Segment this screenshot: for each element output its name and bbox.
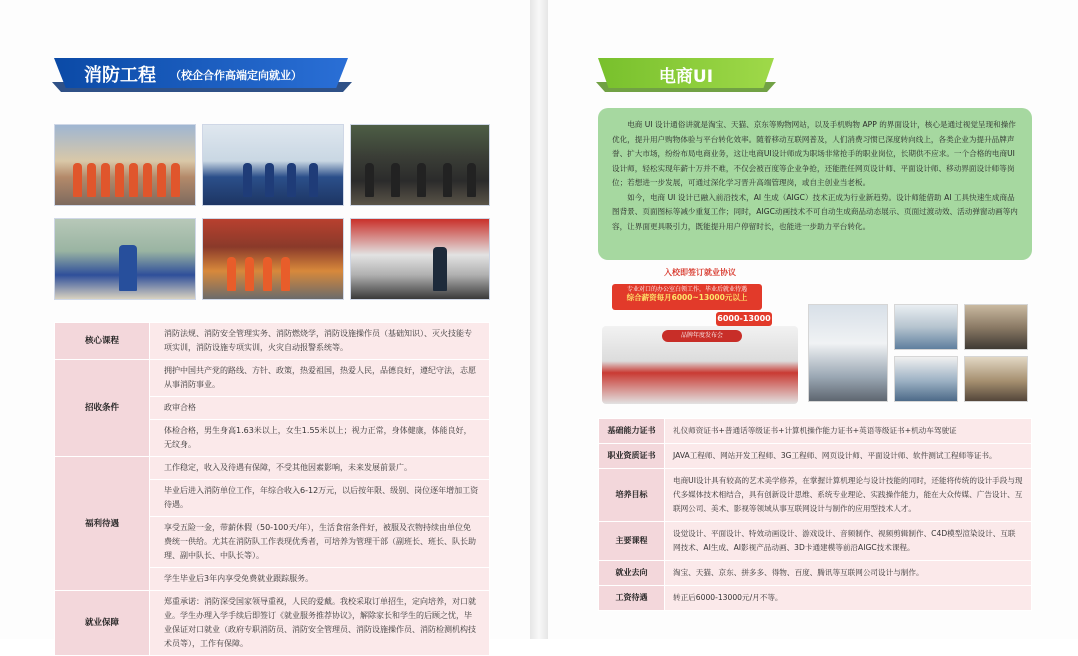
row-label-career-path: 就业去向 xyxy=(599,561,665,586)
row-label-professional-cert: 职业资质证书 xyxy=(599,444,665,469)
admission-text-2: 政审合格 xyxy=(150,397,490,420)
ecommerce-ui-title: 电商UI xyxy=(658,67,714,87)
promo-line2: 综合薪资每月6000~13000元以上 xyxy=(626,293,748,302)
photo-firefighters-training xyxy=(202,124,344,206)
promo-line1: 专业对口的办公室白领工作，毕业后就业待遇 xyxy=(626,286,747,293)
benefits-text-3: 享受五险一金，带薪休假（50-100天/年），生活食宿条件好，被服及衣物持续由单位免费统一供给。尤其在消防队工作表现优秀者，可培养为管理干部（副班长、班长、队长助理、副中队长、中队长等）。 xyxy=(150,517,490,568)
table-row xyxy=(599,444,1032,469)
fire-engineering-subtitle: （校企合作高端定向就业） xyxy=(170,69,302,82)
photo-office-workspace xyxy=(964,304,1028,350)
promo-stage-banner: 品牌年度发布会 xyxy=(662,330,742,342)
benefits-text-2: 毕业后进入消防单位工作，年综合收入6-12万元，以后按年限、级别、岗位逐年增加工资待遇。 xyxy=(150,480,490,517)
ecommerce-ui-table xyxy=(598,418,1032,611)
fire-engineering-table xyxy=(54,322,490,656)
row-label-benefits: 福利待遇 xyxy=(55,457,150,591)
table-row xyxy=(55,323,490,360)
table-row xyxy=(55,591,490,656)
promo-salary-banner xyxy=(612,284,762,310)
photo-firefighters-truck xyxy=(202,218,344,300)
table-row xyxy=(599,419,1032,444)
training-goal-text: 电商UI设计具有较高的艺术美学修养，在掌握计算机理论与设计技能的同时，还能将传统的设计手段与现代多媒体技术相结合，具有创新设计思维、系统专业理论、实践操作能力，能在大众传媒、广告设计、互联网公司、美术、影视等领域从事互联网设计与制作的应用型技术人才。 xyxy=(665,469,1032,522)
ecommerce-intro-box xyxy=(598,108,1032,260)
career-path-text: 淘宝、天猫、京东、拼多多、得物、百度、腾讯等互联网公司设计与制作。 xyxy=(665,561,1032,586)
intro-paragraph: 电商 UI 设计通俗讲就是淘宝、天猫、京东等购物网站，以及手机购物 APP 的界面设计，核心是通过视觉呈现和操作优化，提升用户购物体验与平台转化效率。随着移动互联网普及，人们消费习惯已深度转向线上，各类企业为提升品牌声誉、扩大市场，纷纷布局电商业务，这让电商UI设计师成为职场非常抢手的职业岗位，长期供不应求。一个合格的电商UI设计师，轻松实现年薪十万并不难，不仅会被百度等企业争抢，还能胜任网页设计师、平面设计师、移动界面设计师等岗位；若想进一步发展，可通过深化学习晋升高端管理岗，或自主创业当老板。 xyxy=(612,120,1016,187)
core-courses-text: 消防法规、消防安全管理实务、消防燃烧学，消防设施操作员（基础知识）、灭火技能专项实训，消防设施专项实训，火灾自动报警系统等。 xyxy=(150,323,490,360)
row-label-core-courses: 核心课程 xyxy=(55,323,150,360)
table-row xyxy=(599,586,1032,611)
benefits-text-1: 工作稳定，收入及待遇有保障，不受其他因素影响，未来发展前景广。 xyxy=(150,457,490,480)
ecommerce-ui-header xyxy=(598,58,774,88)
table-row xyxy=(599,469,1032,522)
promo-stage-image xyxy=(602,326,798,404)
admission-text-3: 体检合格，男生身高1.63米以上，女生1.55米以上；视力正常，身体健康，体能良好，无纹身。 xyxy=(150,420,490,457)
fire-engineering-header xyxy=(54,58,348,88)
promo-salary-pill: 6000-13000 xyxy=(716,312,772,326)
salary-text: 转正后6000-13000元/月不等。 xyxy=(665,586,1032,611)
row-label-training-goal: 培养目标 xyxy=(599,469,665,522)
photo-office-lobby xyxy=(894,304,958,350)
benefits-text-4: 学生毕业后3年内享受免费就业跟踪服务。 xyxy=(150,568,490,591)
photo-firefighters-gear xyxy=(350,124,490,206)
photo-firefighter-rescue-truck xyxy=(350,218,490,300)
row-label-main-courses: 主要课程 xyxy=(599,522,665,561)
table-row xyxy=(599,522,1032,561)
promo-title: 入校即签订就业协议 xyxy=(664,268,736,277)
employment-text: 郑重承诺：消防深受国家领导重视，人民的爱戴。我校采取订单招生，定向培养，对口就业。学生办理入学手续后即签订《就业服务推荐协议》，解除家长和学生的后顾之忧，毕业保证对口就业（政府专职消防员、消防安全管理员、消防设施操作员、消防检测机构技术员等），工作有保障。 xyxy=(150,591,490,656)
photo-firefighter-hose xyxy=(54,218,196,300)
row-label-employment: 就业保障 xyxy=(55,591,150,656)
row-label-admission: 招收条件 xyxy=(55,360,150,457)
intro-paragraph: 如今，电商 UI 设计已融入前沿技术，AI 生成（AIGC）技术正成为行业新趋势。设计师能借助 AI 工具快速生成商品图背景、页面图标等减少重复工作；同时，AIGC动画技术不可自动生成商品动态展示、页面过渡动效、活动弹窗动画等内容，让界面更具吸引力，既能提升用户停留时长，也能进一步助力平台转化。 xyxy=(612,192,1018,231)
photo-office-hall xyxy=(808,304,888,402)
table-row xyxy=(55,360,490,397)
row-label-salary: 工资待遇 xyxy=(599,586,665,611)
photo-office-meeting xyxy=(894,356,958,402)
basic-cert-text: 礼仪师资证书+普通话等级证书+计算机操作能力证书+英语等级证书+机动车驾驶证 xyxy=(665,419,1032,444)
book-spine xyxy=(530,0,548,639)
row-label-basic-cert: 基础能力证书 xyxy=(599,419,665,444)
table-row xyxy=(55,457,490,480)
admission-text-1: 拥护中国共产党的路线、方针、政策，热爱祖国，热爱人民，品德良好，遵纪守法，志愿从事消防事业。 xyxy=(150,360,490,397)
professional-cert-text: JAVA工程师、网站开发工程师、3G工程师、网页设计师、平面设计师、软件测试工程师等证书。 xyxy=(665,444,1032,469)
fire-engineering-title: 消防工程 xyxy=(84,65,156,86)
promo-graphic xyxy=(598,262,802,406)
photo-firefighters-lineup xyxy=(54,124,196,206)
table-row xyxy=(599,561,1032,586)
photo-office-lounge xyxy=(964,356,1028,402)
main-courses-text: 设觉设计、平面设计、特效动画设计、游戏设计、音频制作、视频剪辑制作、C4D模型渲染设计、互联网技术、AI生成、AI影视产品动画、3D卡通建模等前沿AIGC技术课程。 xyxy=(665,522,1032,561)
